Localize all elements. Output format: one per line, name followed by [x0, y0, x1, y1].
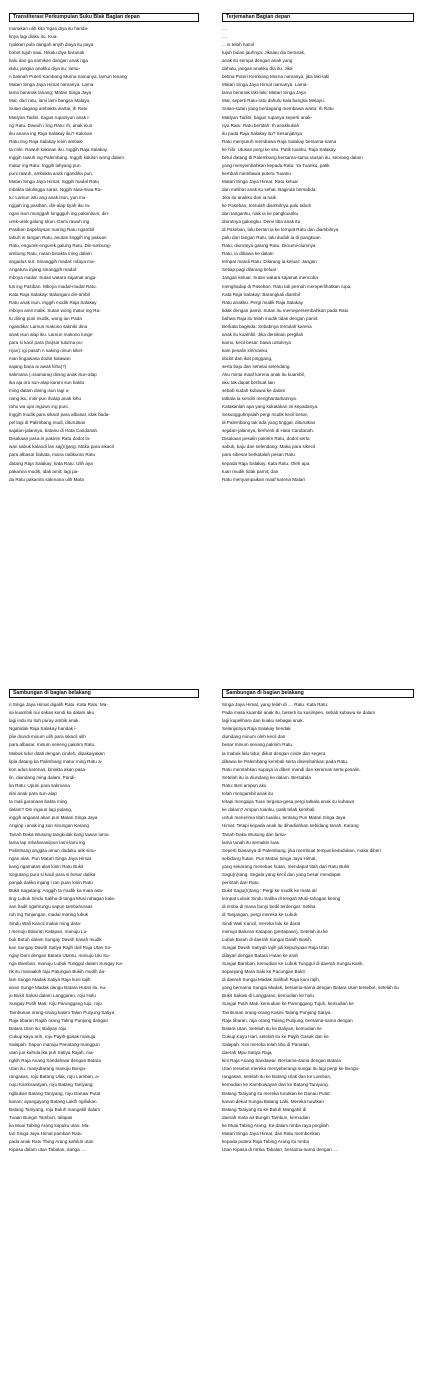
translation-line: Pada masa kuambil anak itu, beserti itu kusimpen, sebab kubawa ke dalam — [222, 710, 376, 716]
transliteration-line: sa kuambik nui sakan kundi ka dalam aku — [9, 710, 95, 716]
transliteration-line: Inggih mudik para sikacil para albasar, idak bada- — [9, 412, 110, 418]
transliteration-line: ri Singa Jaya Himat digalih Ratu. Kata Ratu: Ma- — [9, 702, 108, 707]
transliteration-line: dini anak para sun-alap — [9, 791, 57, 797]
translation-line: Setiap pagi dilarang keluar: — [222, 267, 278, 273]
transliteration-line: kanan; ayangayang Batang Lakih ngiliukan — [9, 1098, 97, 1104]
transliteration-line: knya lagi diaku itu. Kua- — [9, 34, 58, 40]
transliteration-line: Mabuk tidur ditati dengan cindeh, dipakaiyakan — [9, 750, 105, 756]
transliteration-line: t menuju Baluran Katapan, manuju Lu- — [9, 928, 88, 934]
transliteration-header-front: Transliterasi Perkumpulan Suku Blak Bagian depan — [9, 13, 199, 22]
translation-line: menuju Baluran Katapan (pertapaan). Setelah itu ke — [222, 928, 328, 934]
transliteration-header-back: Sambungan di bagian belakang — [9, 689, 199, 698]
transliteration-line: Batang Taniyang, roju Buluh mangahil dalam — [9, 1106, 101, 1112]
translation-line: Katakanlah apa yang kukatakan ini kepadanya. — [222, 404, 319, 410]
translation-line: Ratu anakku. Pergi mudik Raja Salakay — [222, 299, 303, 305]
transliteration-line: man lingawasa dodot kalawan — [9, 355, 71, 361]
transliteration-line: ting Lubuk Sindu Saliha di tanga Musi rahagan kala- — [9, 896, 116, 902]
translation-line: lagi kupelihara dan kuaku sebagai anak. — [222, 718, 304, 724]
translation-line: sabuk, baju dan selendang. Maka para sikecil — [222, 444, 315, 450]
translation-line: Ratu menyampaikan maaf karena Matari — [222, 476, 305, 482]
translation-line: rangasan, setelah itu ke Batang Ulak dan ke Lamban, — [222, 1074, 332, 1080]
transliteration-line: Matiyan Tadini, bagus rupaniyun anak i- — [9, 114, 90, 120]
transliteration-line: ka Ratu: Upuni para sakmana — [9, 782, 70, 788]
translation-column-front — [222, 13, 414, 484]
translation-line: untuk menerima titah tuanku, tentang Pun Matari Singa Jaya — [222, 815, 346, 821]
translation-line: Matari Singa Jaya Himat namanya. Lama- — [222, 82, 308, 88]
transliteration-line: Anginp i anak ing san sinungan Karang — [9, 823, 89, 829]
transliteration-line: Sungay Putih Mati, roju Parunggang tuju, roju — [9, 1001, 102, 1007]
translation-line: sepanjang Mara Saki ke Pacungan Bukit — [222, 969, 305, 975]
transliteration-line: Matari Singa Jaya Himat namanya. Lama — [9, 82, 94, 88]
translation-line: Salapah. Kini mereka telah tiba di Panatan, — [222, 1041, 311, 1047]
transliteration-line: Inggih rawuh ing Palembang. Inggih kakinin wong dalam — [9, 154, 124, 160]
translation-line: Seperti biasanya di Palembang, jika membuat tempat kedudukan, maka diberi — [222, 847, 381, 853]
translation-line: daerah Mpu Satiya Raja, — [222, 1050, 273, 1056]
transliteration-line: ngan alas. Pun Matari Singa Jaya Himat — [9, 855, 91, 861]
translation-line: lama beranak laki-laki; Matari Singa Jaya — [222, 90, 306, 96]
translation-line: para sibesar berkatalah pesan Ratu — [222, 452, 295, 458]
transliteration-column-back — [9, 689, 199, 1154]
transliteration-line: kon adus karenas, binakta akan pasa- — [9, 766, 87, 772]
transliteration-line: ika aja ora sun-alap karani sun bakta — [9, 380, 85, 386]
transliteration-line: tu: Lamun istu ang anak isun, yan mu- — [9, 194, 87, 200]
transliteration-line: Utan itu, manjubarang manuju Bungu- — [9, 1066, 87, 1072]
transliteration-line: nggah ing pasiban, din-alap tiyah iku ra- — [9, 203, 91, 209]
translation-line: Jangan keluar. Sutan watara sajamat mencoba — [222, 275, 318, 281]
translation-line: Tanah Daka Wusung dan lama- — [222, 831, 287, 837]
transliteration-line: buk Butuh dalam Sungay Dawih basah mudik — [9, 936, 102, 942]
transliteration-line: sajang bana ai awak kiha(?) — [9, 363, 67, 369]
translation-line: tetapi mengapa Tuan tergesa-gesa pergi tatkala anak itu kubawa — [222, 799, 355, 805]
transliteration-line: pada anak Ratu Tbing Arang kahiluh utan — [9, 1139, 94, 1145]
transliteration-line: ngkih Raja Anang Sandahwar dengan Batara — [9, 1058, 101, 1064]
transliteration-line: Angatura injang sinanggih madal: — [9, 267, 78, 273]
transliteration-line: sakmana (=isamana) dining anak isun-alap — [9, 372, 97, 378]
transliteration-line: mboya amit malik. Sutan wong matur ing Ra- — [9, 307, 101, 313]
transliteration-line: Ratu, engurek-engurek galung Ratu. Din-ambung- — [9, 243, 112, 249]
transliteration-line: lama lap mbaharaniipun lami-lami ing — [9, 839, 86, 845]
translation-line: kepada putera Raja Tabing Arang itu rimba — [222, 1139, 309, 1145]
translation-line: Sungai Dawih Satiyah lajih juli kepunyaan Raja Utan — [222, 944, 329, 950]
transliteration-line: anan Sunge Madak dangu Batara Hutan itu, nu- — [9, 985, 107, 991]
translation-line: serta baju dan sehelai selendang. — [222, 363, 291, 369]
transliteration-line: inggih anganat akan pun Matari Singa Jaya — [9, 815, 98, 821]
transliteration-lines-back — [9, 701, 199, 1154]
transliteration-line: anak isun alap iku. Lamun makono lunge — [9, 331, 93, 337]
transliteration-line: mboya madal. Sutan watara sajamat anga- — [9, 275, 97, 281]
transliteration-line: mbakta talulingga saras. Nggih siwa-siwa Ra- — [9, 186, 102, 192]
translation-line: yang menyembahkan kepada Ratu: Ya Tuanku, patik — [222, 162, 330, 168]
transliteration-line: puni rawuh, ambakta anak ngandika pun, — [9, 170, 94, 176]
transliteration-line: Ngahidak Raja Salakay handak i- — [9, 726, 77, 732]
transliteration-line: Pasiban bapelaysan maring Ratu ngambil — [9, 227, 95, 233]
translation-lines-front — [222, 25, 414, 484]
translation-line: Ratu memtahkan supaya ia diberi mandi dan keramas serta pesalin. — [222, 766, 361, 772]
transliteration-line: para si kacil para (ba)sar tuturna pu- — [9, 339, 84, 345]
transliteration-line: datang Raja Salakay; kata Ratu: Ulih aya — [9, 460, 93, 466]
translation-line: Batara Utan. Setelah itu ke Baliyan, kemudian ke — [222, 1025, 322, 1031]
transliteration-line: ngay Dani dengan Batara Utantu, manuju Ulu Su- — [9, 952, 111, 958]
transliteration-line: utan jun kahula ika puh Satiya Rajah, ma- — [9, 1050, 95, 1056]
transliteration-line: njukkan pula dangah anyih diaya itu paya — [9, 42, 94, 48]
transliteration-line: lam Sunge Madak Satiya Raja kuni rajih — [9, 977, 91, 983]
translation-line: tempat mandi Ratu. Dilarang ia keluar: Jangan — [222, 259, 317, 265]
translation-line: sejalan-jalannya, berhenti di Hata Candanah. — [222, 428, 314, 434]
transliteration-line: tu diring puni mudik, wong ian Pada — [9, 315, 82, 321]
translation-line: ke Paseban, tentulah diambilnya palu tabuh — [222, 203, 312, 209]
translation-line: ke hilir. Utusan pergi ke situ. Patik tuanku, Raja Salakay — [222, 146, 336, 152]
translation-line: kanan dekat Sungai Batang Laki. Mereka turutkan — [222, 1098, 324, 1104]
translation-line: kini Raja Anang Sandawar. Bersama-sama dengan Batara — [222, 1058, 341, 1064]
transliteration-line: Matari Singa Jaya Himat, Inggih madal Ratu — [9, 178, 99, 184]
translation-line: Selanjutnya Raja Salakay hendak — [222, 726, 291, 732]
transliteration-line: Bukit Sagutang: Anggih ta mudik ka mata asa- — [9, 888, 104, 894]
translation-line: ke dalam? Ampun tuanku, patik telah kembali — [222, 807, 315, 813]
translation-line: dan melihat anak itu sehat. Baginda bersabda: — [222, 186, 317, 192]
transliteration-line: lama baranak lanang; Matari Singa Jaya — [9, 90, 92, 96]
translation-line: tatkala ia sendiri menghantarkannya. — [222, 396, 298, 402]
transliteration-line: da Ratu pakanira sakmana ulih Mata — [9, 476, 84, 482]
translation-line: Matari Singa Jaya Himat. Ratu keluar — [222, 178, 299, 184]
transliteration-line: nga Bamban, manuju Lubuk Tunggul dalam Sungay Ka- — [9, 961, 124, 966]
transliteration-line: lipla datang ka Palimbang matur ming Ratu a- — [9, 758, 103, 764]
transliteration-line: angadus sut. Sinanggih madal: ndaya ma- — [9, 259, 96, 265]
translation-line: anak itu serupa dengan anak yang — [222, 58, 293, 64]
translation-line: Setelah itu ia diundang ke dalam. Bersabda — [222, 774, 311, 780]
translation-line: itu pada Raja Salakay itu? Sesanjatnya — [222, 130, 302, 136]
transliteration-line: kan Sungay Dawih Satiya Rajih dull Raja Utan Su- — [9, 944, 112, 950]
translation-line: di Tanjangan, pergi mereka ke Lubuk — [222, 912, 298, 918]
translation-line: bahwa Raja itu telah mudik tidak dengan pamit. — [222, 315, 319, 321]
transliteration-line: para albasar bakata, mana radikuran Ratu — [9, 452, 96, 458]
transliteration-line: ng Ratu. Dawuh i ling Ratu: Ih, anak isun — [9, 122, 93, 128]
translation-line: .... — [222, 26, 228, 31]
transliteration-line: pel lagi di Palimbang mudi, diturutkan — [9, 420, 86, 426]
transliteration-line: kalu dan ga samikan dangan anak nga — [9, 58, 88, 64]
translation-line: aku tak dapat berbuat lain — [222, 380, 275, 386]
transliteration-line: kang ngamatas alas kinin Ratu Bukit — [9, 863, 84, 869]
transliteration-line: tabuh in tangan Ratu, anutan linggih ing pakuan — [9, 235, 107, 241]
translation-header-back: Sambungan di bagian belakang — [222, 689, 414, 698]
transliteration-line: Ratu anak isun. Inggih mudik Raja Salakay — [9, 299, 97, 305]
translation-line: Jika itu anakku dan ia naik — [222, 194, 276, 200]
translation-line: nya Ratu. Ratu bertitah: Ih anakkukah — [222, 122, 300, 128]
translation-line: Himat. Tetapi kepada anak itu dihadiahkan sebidang tanah. Karang — [222, 823, 359, 829]
transliteration-line: lin, diundang ming dalam. Pandi- — [9, 774, 76, 780]
translation-line: dari tanganku, naik ia ke pangkuanku — [222, 211, 299, 217]
transliteration-line: rangasan, roju Batang Ulak, roju Lamban, a- — [9, 1074, 100, 1080]
translation-line: Matiyan Tadini, bagus rupanya seperti anak- — [222, 114, 313, 120]
transliteration-line: dalam? Din inguun lagi pulang, — [9, 807, 73, 813]
translation-line: dibawa ke Palembang kembali serta disembahkan pada Ratu. — [222, 758, 349, 764]
transliteration-line: dulu, jangan anakku diya itu; lamu- — [9, 66, 80, 72]
translation-line: Ratu, ia dibawa ke dalam — [222, 251, 274, 257]
transliteration-line: Kata Raja Salakay: Balangani din-ambil — [9, 291, 90, 297]
transliteration-line: Ratu ring Raja Salakay kinin ambak- — [9, 138, 84, 144]
translation-line: palu dari tangan Ratu, lalu duduk ia di pangkuan — [222, 235, 321, 241]
translation-line: betul datang di Palembang bersama-sama utusan itu, seorang dalam — [222, 154, 363, 160]
transliteration-line: Tuaan Bungin Tambun, talapas — [9, 1114, 73, 1120]
translation-line: sebab sudah kubawa ke dalam — [222, 388, 286, 394]
translation-line: Bukit Sagu(n)tang : Pergi ke mudik ke mata air — [222, 888, 317, 894]
transliteration-line: ta mile. Rawuh kakinan iku. Inggih Raja Salakay. — [9, 146, 108, 152]
transliteration-line: para albasar, minum seneng pakirim Ratu. — [9, 742, 96, 748]
translation-line: Aku minta maaf karena anak itu kuambil, — [222, 372, 305, 378]
transliteration-line: plie diundi minum ulih para sikacil ulih — [9, 734, 86, 740]
translation-line: besar minum senang pakirim Ratu. — [222, 742, 294, 748]
translation-line: Sesungguhnyalah pergi mudik kecil besar, — [222, 412, 309, 418]
translation-line: Ratu, diurutnya galung Ratu. Diciumi-ciumnya — [222, 243, 316, 249]
transliteration-line: san badil ngahrungu sapun tambahuraas — [9, 904, 93, 910]
transliteration-line: Kipasa dalam utan Tabalan, danga .... — [9, 1147, 87, 1153]
transliteration-line: n batinah Puteri Kambang Murna namanya, lamun tenang — [9, 74, 127, 80]
transliteration-line: rahu wa ujar inguwn ing puni. — [9, 404, 69, 410]
translation-line: dilayari dengan Batara Hutan ke arah — [222, 952, 299, 958]
transliteration-line: Tanah Daka Wusung tangkulak kang tawan lama — [9, 831, 109, 837]
translation-line: kemudian ke Kambuwayan dan ke Batang Taniyang. — [222, 1082, 329, 1088]
transliteration-line: tari Singa Jaya Himat pambari Ratu — [9, 1130, 82, 1136]
translation-line: Kata Raja Salakay: Barangkali diambil — [222, 291, 300, 297]
transliteration-line: ta mali garanaan bakta ming — [9, 799, 67, 805]
translation-line: Sindi Wali Kancil, mereka lalu ke darat — [222, 920, 301, 926]
translation-line: Disakaan pesalin pakirim Ratu, dodot serta — [222, 436, 310, 442]
transliteration-line: tus ing Pasiban. Mboya madal-madal Ratu. — [9, 283, 97, 289]
translation-line: kepada Raja Salakay. Kata Ratu: Oleh apa — [222, 460, 310, 466]
translation-line: Bukit Sakasi di Langgaran, kemudian ke hulu — [222, 993, 314, 999]
transliteration-line: Segutang pura si kacil para si besar dalika — [9, 871, 96, 877]
translation-line: Sutan-sutan yang berdagang membawa warta: Ih Ratu — [222, 106, 334, 112]
translation-line: kamu, kecil besar, bawa untuknya — [222, 339, 291, 345]
transliteration-line: iku anana ing Raja Salakay iku? Kakinan — [9, 130, 93, 136]
translation-line: menghadap di Paseban. Ratu tak pernah memperlihatkan rupa. — [222, 283, 352, 289]
translation-line: betina Puteri Kembang Murna namanya, jika laki-laki — [222, 74, 330, 80]
translation-line: diundang minum oleh kecil dan — [222, 734, 286, 740]
translation-line: tuan mudik tidak pamit; dan — [222, 468, 279, 474]
translation-line: Sagu(n)tang. Segala yang kecil dan yang besar mendapat — [222, 871, 341, 877]
translation-line: kain pesalin kirimanku, — [222, 347, 269, 353]
translation-line: Singa Jaya Himat, yang telah di .... Ratu. Kata Ratu: — [222, 702, 329, 707]
transliteration-line: sajalan-jalannya, batanu di Hata Candanah. — [9, 428, 99, 434]
transliteration-line: ngandika: Lamun makono sakniki dina — [9, 323, 88, 329]
translation-line: kembali membawa putera Tuanku — [222, 170, 291, 176]
translation-line: Matari Singa Jaya Himat, dan Ratu memberikan — [222, 1130, 320, 1136]
translation-line: Utan Kipasa di rimba Tabalan, bersama-sama dengan .... — [222, 1147, 339, 1153]
transliteration-line: Cukup kayu.arih, roju Payih-gasak manuju — [9, 1033, 96, 1039]
translation-line: di Paseban, lalu berlari ia ke tempat Ratu dan diambilnya — [222, 227, 339, 233]
transliteration-lines-front — [9, 25, 199, 484]
transliteration-line: manakan ulih kita 'ngan diya itu handa- — [9, 26, 89, 31]
translation-line: la mabuk lalu tidur, diikat dengan cinde dan segera — [222, 750, 326, 756]
translation-line: Sungai Putih Mati. kemudian ke Pamnggang Tujuh, kemudian ke — [222, 1001, 354, 1007]
translation-line: lama tanah itu semakin luas. — [222, 839, 281, 845]
transliteration-line: ruh ing Tanjangan, madal maring lubuk — [9, 912, 89, 918]
translation-line: perintah dari Ratu — [222, 880, 259, 886]
translation-line: dahulu, jangan anakku dia itu. Jika — [222, 66, 293, 72]
transliteration-line: matur ing Ratu: Inggih lahyang pun — [9, 162, 81, 168]
translation-line: di Palembang tak ada yang tinggal, diturutkan — [222, 420, 316, 426]
transliteration-line: ngiliukan Batang Taniyang, roju Danaw Putat — [9, 1090, 101, 1096]
transliteration-line: Raja tibaran Rajah orang Taling Punjung dangan — [9, 1017, 109, 1023]
translation-line: Utan tersebut mereka menyeberangi sungai itu lagi pergi ke Bungu- — [222, 1066, 360, 1072]
transliteration-column-front — [9, 13, 199, 484]
translation-header-front: Terjemahan Bagian depan — [222, 13, 414, 22]
transliteration-line: Salapah. Sapun manuju Panatang-manggun — [9, 1041, 100, 1047]
transliteration-line: Sutan dagang ambakta wartar, ih Ratu — [9, 106, 88, 112]
translation-line: yang sekarang menebas hutan, mendapat titah dari Ratu Bukit — [222, 863, 350, 869]
transliteration-line: wan sabuk kalandi lan saj(n)jang. Maka para sikacil — [9, 444, 114, 450]
transliteration-line: rik itu manaakih raju Patungan Bukih mudih da- — [9, 969, 106, 975]
translation-line: anak itu kuambil. Jika demikian pergilah — [222, 331, 304, 337]
translation-line: Berkata baginda: Sebabnya tentulah karena — [222, 323, 312, 329]
translation-line: Lubuk Butuh di daerah Sungai Dawih Basih. — [222, 936, 312, 942]
translation-line: Batang Taniyang itu mereka turutkan ke Danau Putat — [222, 1090, 330, 1096]
transliteration-line: Palimbang anggita amun dadaku arik sinu- — [9, 847, 97, 853]
translation-line: Mat, seperti Ratu-ratu dahulu kala bangsa Melayu. — [222, 98, 325, 104]
transliteration-line: pakanira mudik, idak amit: lagi pa- — [9, 468, 79, 474]
transliteration-line: Sindu Wali Kancil malas ming dara- — [9, 920, 82, 926]
transliteration-line: ming dalam dining isun lagi u- — [9, 388, 70, 394]
translation-line: Ratu menyuruh membawa Raja Salakay bersama-sama — [222, 138, 337, 144]
transliteration-line: Tambunan orang-orang kasini Talan Punjung Satiya — [9, 1009, 115, 1015]
translation-line: tidak dengan pamit. Sutan itu memepersembahkan pada Ratu — [222, 307, 349, 313]
transliteration-line: Batara Utan itu; Baliyan roju — [9, 1025, 67, 1031]
transliteration-line: bobot tujuh saai. Hikalu diya baranak — [9, 50, 85, 56]
translation-column-back — [222, 689, 414, 1154]
transliteration-line: ngan isun munggah lunggguh ing pakonisun, din- — [9, 211, 110, 217]
translation-line: daerah mata air Bungin Tambun, kemudian — [222, 1114, 310, 1120]
transliteration-line: urek-urek galung nkun. Dami rawuh ing — [9, 219, 90, 225]
translation-line: .... — [222, 34, 228, 40]
translation-line: telah mengambil anak itu — [222, 791, 274, 797]
transliteration-line: nuju Kambuwayan, roju Batang Taniyang; — [9, 1082, 94, 1088]
translation-line: tujuh bulan jauhnya. Jikalau dia beranak, — [222, 50, 306, 56]
translation-line: sebidang hutan. Pun Matari Singa Jaya Himat, — [222, 855, 317, 861]
translation-line: diurutnya galungku. Demi tiba anak itu — [222, 219, 301, 225]
translation-line: Raja tibaran, raja orang Talang Punjung, bersama-sama dengan — [222, 1017, 353, 1023]
translation-line: tempat Lubuk Sindu Saliha di tengah Musi-rahagan kering — [222, 896, 341, 902]
transliteration-line: nang iku, mitir pun ihalap anak kihu — [9, 396, 82, 402]
translation-line: Tambunan orang-orang Kasini Talang Punjung Satiya. — [222, 1009, 332, 1015]
translation-line: yang bernama Sungai Madak, bersama-sama dengan Batara Utan tersebut, setelah itu — [222, 985, 399, 991]
transliteration-line: lagi indu itu ituh puray ambik anak. — [9, 718, 80, 724]
transliteration-line: panjak dalika injang i ran puan kinin Ratu — [9, 880, 93, 886]
translation-line: di rimba di mana bunyi bedil terdengar. Setiba — [222, 904, 316, 910]
transliteration-line: Mat, dari ratu, lami lami bangsa Malayu, — [9, 98, 91, 104]
transliteration-line: n(an): igi pasah n saking ninun kikiri- — [9, 347, 84, 353]
translation-line: dodot dan ikat pinggang, — [222, 355, 273, 361]
translation-line: Sungai Bamban, kemudian ke Lubuk Tunggul di daerah Sungai Karik, — [222, 961, 364, 966]
transliteration-line: ju Bukit Salusi dalam Langgaran, roju Hulu — [9, 993, 96, 999]
translation-line: Cukup Kayu Hari, setelah itu ke Payih Gasak dan ke — [222, 1033, 329, 1039]
translation-line: di daerah Sungai Madak Salihah Raja kuni rajih, — [222, 977, 321, 983]
translation-lines-back — [222, 701, 414, 1154]
transliteration-line: Disakaan pasa.ln pakirim Ratu dodot la- — [9, 436, 91, 442]
translation-line: ... is telah hamil — [222, 42, 254, 48]
translation-line: ke Muai Tabing Arang. Ke dalam rimba raya pergilah — [222, 1122, 329, 1128]
transliteration-line: ambung Ratu, nutan binakta ming dalam — [9, 251, 92, 257]
transliteration-line: ka Muai Tabing Arang kapuku utan. Ma- — [9, 1122, 90, 1128]
translation-line: Batang Taniyang itu ke Buluh Mangahil di — [222, 1106, 307, 1112]
translation-line: Ratu: Beri ampun aku — [222, 782, 267, 788]
